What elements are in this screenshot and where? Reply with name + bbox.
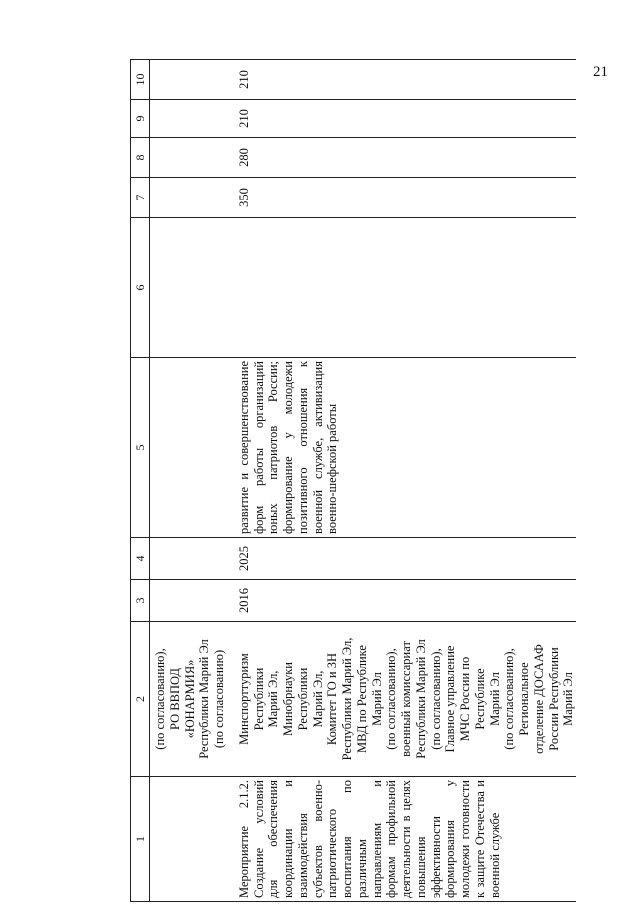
executor-line: Республики — [251, 667, 266, 731]
executor-line: МВД по Республике — [354, 645, 369, 753]
col-header-1: 1 — [131, 777, 150, 902]
cont-cell-10 — [150, 60, 233, 100]
end-year: 2025 — [233, 538, 576, 580]
cont-cell-2 — [150, 622, 233, 777]
col-header-5: 5 — [131, 358, 150, 538]
col-header-9: 9 — [131, 100, 150, 138]
executor-line: Главное управление — [443, 645, 458, 753]
measure-title: Мероприятие 2.1.2. Создание условий для обеспечения координации и взаимодействия субъектов военно-патриотического воспитания по различным направлениям и формам профильной деятельности в целях повышения эффективности формирования у молодежи готовности к защите Отечества и военной службе — [233, 777, 576, 902]
executor-line: Марий Эл, — [266, 670, 281, 728]
executor-line: Региональное — [517, 662, 531, 736]
executor-line: России Республики — [546, 647, 561, 751]
cont-line: (по согласованию) — [212, 649, 226, 749]
cont-line: (по согласованию), — [153, 648, 167, 750]
cont-cell-3 — [150, 580, 233, 622]
executor-line: Минспорттуризм — [236, 653, 251, 745]
cont-cell-5 — [150, 358, 233, 538]
col-header-6: 6 — [131, 218, 150, 358]
continued-row — [150, 60, 233, 902]
executor-line: военный комиссариат — [399, 641, 413, 757]
cont-line: Республики Марий Эл — [197, 639, 212, 759]
measure-row — [233, 60, 576, 902]
start-year: 2016 — [233, 580, 576, 622]
cont-cell-8 — [150, 138, 233, 178]
col6-cell — [233, 218, 576, 358]
cont-cell-4 — [150, 538, 233, 580]
cont-cell-9 — [150, 100, 233, 138]
cont-cell-7 — [150, 178, 233, 218]
executor-line: Комитет ГО и ЗН — [325, 652, 340, 746]
cont-cell-6 — [150, 218, 233, 358]
col-header-8: 8 — [131, 138, 150, 178]
executor-line: Республике — [472, 668, 487, 730]
cont-cell-1 — [150, 777, 233, 902]
executor-line: Марий Эл, — [310, 670, 325, 728]
executor-line: Марий Эл — [487, 672, 502, 726]
executor-line: (по согласованию), — [384, 648, 399, 750]
col-header-4: 4 — [131, 538, 150, 580]
executor-line: Марий Эл — [561, 672, 576, 726]
rotated-table-container — [130, 60, 630, 902]
value-col8: 280 — [233, 138, 576, 178]
executor-line: Республики Марий Эл, — [340, 637, 354, 761]
page-number: 21 — [593, 64, 608, 80]
executor-line: Республики Марий Эл — [413, 639, 428, 759]
col-header-3: 3 — [131, 580, 150, 622]
responsible-executors — [233, 622, 576, 777]
executor-line: (по согласованию), — [502, 648, 517, 750]
cont-line: РО ВВПОД — [167, 668, 182, 730]
executor-line: Республики — [295, 667, 310, 731]
cont-line: «ЮНАРМИЯ» — [182, 659, 197, 739]
value-col10: 210 — [233, 60, 576, 100]
col-header-7: 7 — [131, 178, 150, 218]
expected-result: развитие и совершенствование форм работы организаций юных патриотов России; формирование у молодежи позитивного отношения к военной службе, активизация военно-шефской работы — [233, 358, 576, 538]
value-col7: 350 — [233, 178, 576, 218]
executor-line: Марий Эл — [369, 672, 384, 726]
executor-line: МЧС России по — [458, 656, 472, 742]
program-table — [130, 59, 576, 902]
executor-line: Минобрнауки — [281, 662, 295, 736]
value-col9: 210 — [233, 100, 576, 138]
header-row — [131, 60, 150, 902]
executor-line: отделение ДОСААФ — [531, 644, 546, 754]
col-header-2: 2 — [131, 622, 150, 777]
col-header-10: 10 — [131, 60, 150, 100]
executor-line: (по согласованию), — [428, 648, 443, 750]
